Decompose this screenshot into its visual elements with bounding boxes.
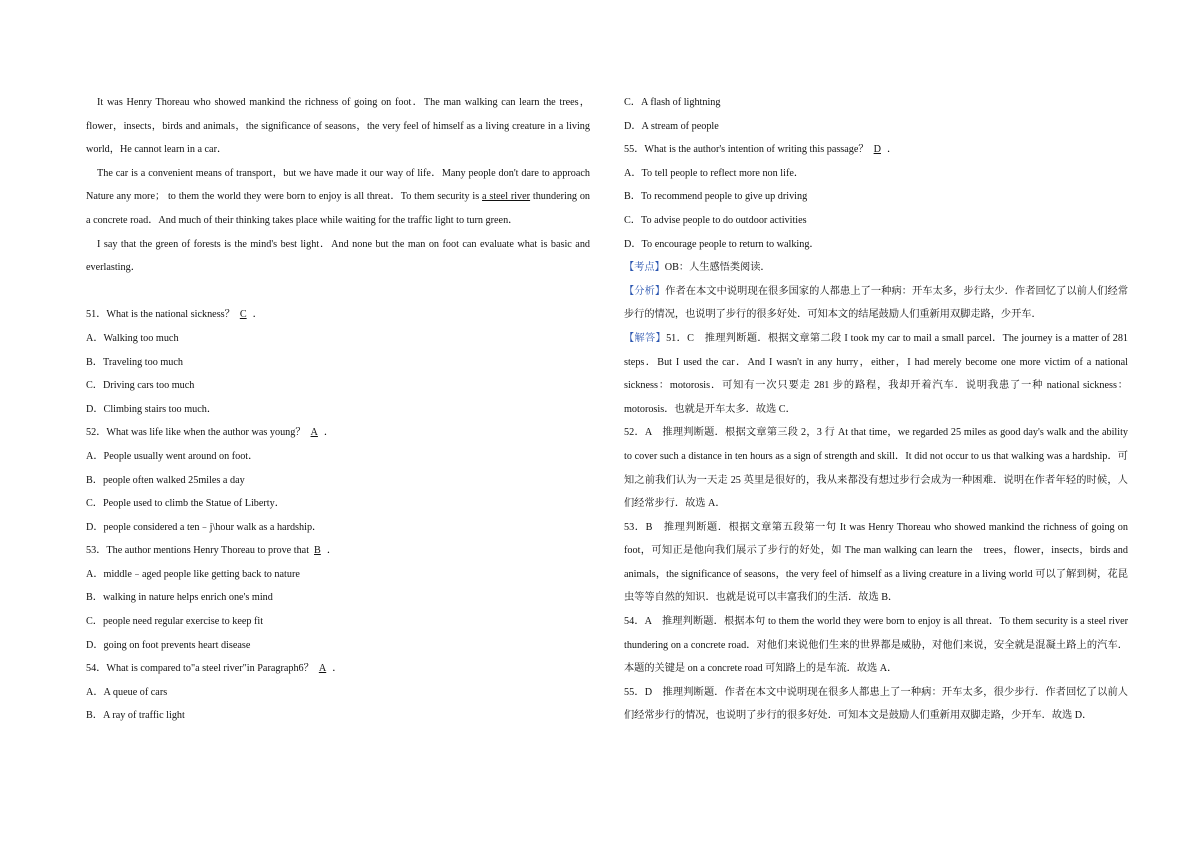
fenxi-section	[624, 280, 1128, 327]
stem-text: 52．What was life like when the author was young？	[86, 427, 306, 439]
passage-paragraph	[86, 162, 590, 233]
option: C．Driving cars too much	[86, 380, 195, 392]
left-column	[86, 91, 590, 728]
passage-paragraph: I say that the green of forests is the mind's best light．And none but the man on foot can evaluate what is basic and everlasting．	[86, 238, 590, 274]
option: B．walking in nature helps enrich one's mind	[86, 592, 273, 604]
answer-blank: B	[314, 545, 321, 557]
option: C．people need regular exercise to keep fit	[86, 616, 264, 628]
underlined-phrase: a steel river	[482, 191, 531, 203]
question-stem	[86, 539, 590, 563]
kaodian-section	[624, 256, 1128, 280]
option: A．Walking too much	[86, 332, 179, 344]
kaodian-text: OB：人生感悟类阅读．	[664, 262, 771, 274]
stem-end: ．	[332, 663, 343, 675]
option: D．going on foot prevents heart disease	[86, 639, 251, 651]
jieda-section	[624, 327, 1128, 421]
option: D．A stream of people	[624, 120, 719, 132]
jieda-55: 55．D 推理判断题．作者在本文中说明现在很多人都患上了一种病：开车太多，很少步行．作者回忆了以前人们经常步行的情况，也说明了步行的很多好处．可知本文是鼓励人们重新用双脚走路，少开车．故选 D．	[624, 686, 1128, 722]
jieda-53: 53．B 推理判断题．根据文章第五段第一句 It was Henry Thoreau who showed mankind the richness of going on foot，可知正是他向我们展示了步行的好处，如 The man walking can learn the trees，flower，insects，birds and animals，the significance of seasons，the very feel of himself as a living creature in a living world 可以了解到树，花昆虫等等自然的知识．也就是说可以丰富我们的生活．故选 B．	[624, 521, 1128, 604]
option: B．To recommend people to give up driving	[624, 191, 808, 203]
option: A．To tell people to reflect more non life．	[624, 167, 805, 179]
question-stem	[86, 303, 590, 327]
option: D．people considered a ten﹣j\hour walk as a hardship．	[86, 521, 323, 533]
option: D．To encourage people to return to walking．	[624, 238, 820, 250]
jieda-54: 54．A 推理判断题．根据本句 to them the world they were born to enjoy is all threat．To them security is a steel river thundering on a concrete road．对他们来说他们生来的世界都是威胁，对他们来说，安全就是混凝土路上的汽车．本题的关键是 on a concrete road 可知路上的是车流．故选 A．	[624, 616, 1128, 675]
spacer	[86, 280, 590, 304]
stem-text: 53．The author mentions Henry Thoreau to prove that	[86, 545, 310, 557]
option: A．middle﹣aged people like getting back to nature	[86, 568, 300, 580]
option: A．A queue of cars	[86, 686, 168, 698]
passage-text: thundering on a concrete road．And much of their thinking takes place while waiting for the traffic light to turn green．	[86, 191, 591, 226]
answer-blank: C	[239, 309, 247, 321]
stem-end: ．	[326, 545, 338, 557]
jieda-51: 51．C 推理判断题．根据文章第二段 I took my car to mail a small parcel．The journey is a matter of 281 steps．But I used the car．And I wasn't in any hurry，either，I had merely become one more victim of a national sickness：motorosis．可知有一次只要走 281 步的路程，我却开着汽车．说明我患了一种 national sickness：motorosis．也就是开车太多．故选 C．	[624, 332, 1129, 415]
stem-text: 54．What is compared to"a steel river"in Paragraph6？	[86, 663, 314, 675]
kaodian-tag: 【考点】	[624, 262, 665, 274]
option: B．A ray of traffic light	[86, 710, 185, 722]
option: C．People used to climb the Statue of Liberty．	[86, 498, 285, 510]
question-stem	[86, 421, 590, 445]
jieda-tag: 【解答】	[624, 332, 667, 344]
question-stem	[86, 657, 590, 681]
option: B．Traveling too much	[86, 356, 183, 368]
fenxi-tag: 【分析】	[624, 285, 666, 297]
right-column	[624, 91, 1128, 728]
stem-end: ．	[886, 144, 898, 156]
fenxi-text: 作者在本文中说明现在很多国家的人都患上了一种病：开车太多，步行太少．作者回忆了以前人们经常步行的情况，也说明了步行的很多好处．可知本文的结尾鼓励人们重新用双脚走路，少开车．	[624, 285, 1129, 321]
stem-end: ．	[252, 309, 263, 321]
option: A．People usually went around on foot．	[86, 450, 259, 462]
stem-text: 55．What is the author's intention of writing this passage？	[624, 144, 869, 156]
passage-text: The car is a convenient means of transport，but we have made it our way of life．Many people don't dare to approach Nature any more； to them the world they were born to enjoy is all threat．To them security is	[86, 167, 590, 203]
question-stem	[624, 138, 1128, 162]
answer-blank: A	[318, 663, 327, 675]
stem-text: 51．What is the national sickness？	[86, 309, 235, 321]
option: D．Climbing stairs too much．	[86, 403, 218, 415]
stem-end: ．	[323, 427, 335, 439]
answer-blank: A	[310, 427, 318, 439]
passage-paragraph: It was Henry Thoreau who showed mankind the richness of going on foot．The man walking can learn the trees，flower，insects，birds and animals，the significance of seasons，the very feel of himself as a living creature in a living world，He cannot learn in a car．	[86, 97, 590, 156]
jieda-52: 52．A 推理判断题．根据文章第三段 2，3 行 At that time，we regarded 25 miles as good day's walk and the ability to cover such a distance in ten hours as a sign of strength and skill．It did not occur to us that walking was a hardship．可知之前我们认为一天走 25 英里是很好的，我从来都没有想过步行会成为一种困难．说明在作者年轻的时候，人们经常步行．故选 A．	[624, 427, 1128, 510]
option: B．people often walked 25miles a day	[86, 474, 245, 486]
answer-blank: D	[873, 144, 881, 156]
option: C．A flash of lightning	[624, 97, 721, 108]
option: C．To advise people to do outdoor activities	[624, 214, 807, 226]
